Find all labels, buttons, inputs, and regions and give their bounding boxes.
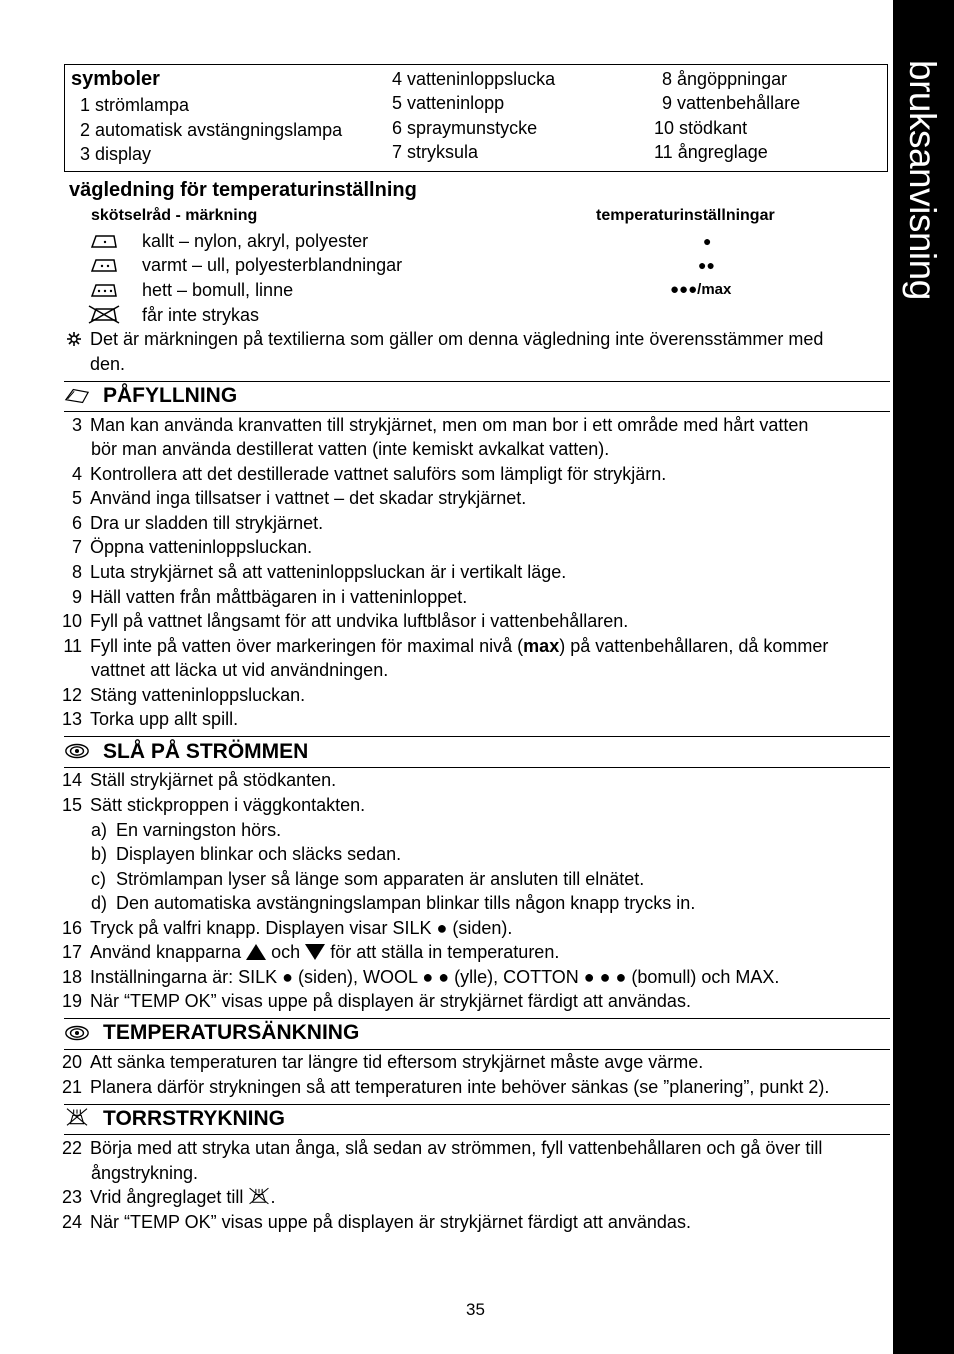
up-arrow-icon — [246, 944, 266, 960]
sub-item: c) Strömlampan lyser så länge som apparaten är ansluten till elnätet. — [91, 869, 645, 889]
iron-three-dots-icon — [88, 281, 120, 299]
sidebar-title: bruksanvisning — [902, 60, 943, 300]
symbol-item: 1 strömlampa — [80, 95, 190, 115]
section-divider — [64, 411, 890, 412]
steam-off-icon — [64, 1107, 90, 1127]
guide-col-care: skötselråd - märkning — [91, 207, 258, 224]
guide-note: den. — [90, 354, 126, 374]
guide-row-text: får inte strykas — [142, 305, 260, 325]
sub-item: d) Den automatiska avstängningslampan blinkar tills någon knapp trycks in. — [91, 893, 696, 913]
steam-off-icon — [248, 1186, 270, 1206]
eye-icon — [64, 741, 90, 761]
iron-crossed-icon — [86, 304, 122, 324]
symbols-heading: symboler — [71, 68, 160, 90]
guide-col-temp: temperaturinställningar — [596, 207, 775, 224]
symbol-item: 7 stryksula — [392, 142, 479, 162]
section-title: TEMPERATURSÄNKNING — [103, 1021, 360, 1044]
symbol-item: 5 vatteninlopp — [392, 93, 505, 113]
symbol-item: 11 ångreglage — [654, 142, 768, 162]
section-title: PÅFYLLNING — [103, 384, 238, 407]
section-divider — [64, 1018, 890, 1019]
eye-icon — [64, 1023, 90, 1043]
symbol-item: 9 vattenbehållare — [662, 93, 801, 113]
symbol-item: 3 display — [80, 144, 152, 164]
guide-row-temp: ●●●/max — [670, 281, 732, 298]
symbol-item: 4 vatteninloppslucka — [392, 69, 556, 89]
guide-row-temp: ● — [703, 233, 712, 249]
symbol-item: 10 stödkant — [654, 118, 748, 138]
iron-two-dots-icon — [88, 256, 120, 274]
page-number: 35 — [466, 1300, 485, 1319]
section-divider — [64, 1104, 890, 1105]
water-drop-icon — [64, 386, 90, 406]
section-divider — [64, 1134, 890, 1135]
section-divider — [64, 736, 890, 737]
section-divider — [64, 381, 890, 382]
guide-row-text: varmt – ull, polyesterblandningar — [142, 255, 403, 275]
guide-row-text: kallt – nylon, akryl, polyester — [142, 231, 369, 251]
guide-row-temp: ●● — [698, 257, 715, 273]
guide-row-text: hett – bomull, linne — [142, 280, 294, 300]
symbol-item: 2 automatisk avstängningslampa — [80, 120, 343, 140]
down-arrow-icon — [305, 944, 325, 960]
guide-note: Det är märkningen på textilierna som gäller om denna vägledning inte överensstämmer med — [90, 329, 824, 349]
section-title: SLÅ PÅ STRÖMMEN — [103, 740, 309, 763]
iron-one-dot-icon — [88, 232, 120, 250]
section-title: TORRSTRYKNING — [103, 1107, 286, 1130]
sub-item: b) Displayen blinkar och släcks sedan. — [91, 844, 402, 864]
guide-title: vägledning för temperaturinställning — [69, 179, 417, 201]
sub-item: a) En varningston hörs. — [91, 820, 282, 840]
star-note-icon — [66, 331, 82, 347]
symbol-item: 6 spraymunstycke — [392, 118, 538, 138]
symbol-item: 8 ångöppningar — [662, 69, 788, 89]
